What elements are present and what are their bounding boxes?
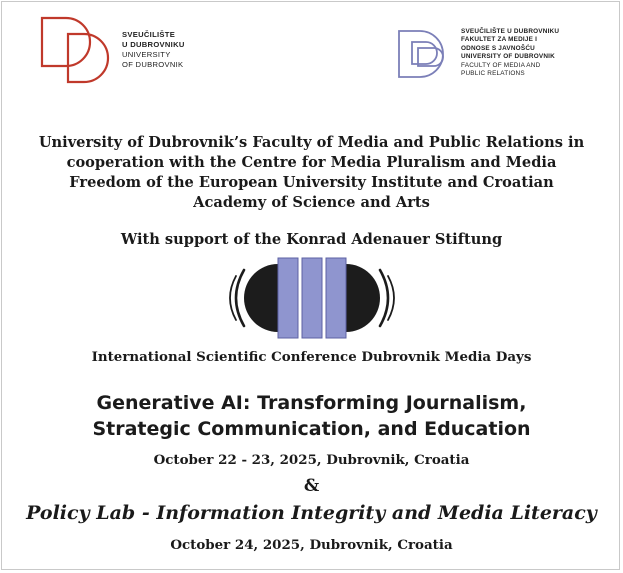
- faculty-logo-line: FACULTY OF MEDIA AND: [461, 61, 541, 69]
- university-monogram-icon: [38, 14, 110, 86]
- organizers-line: cooperation with the Centre for Media Pluralism and Media: [66, 154, 557, 171]
- faculty-logo-line: UNIVERSITY OF DUBROVNIK: [461, 53, 555, 61]
- sponsor-statement: With support of the Konrad Adenauer Stiftung: [120, 231, 503, 248]
- media-days-emblem-icon: [226, 256, 398, 344]
- university-logo-line: OF DUBROVNIK: [122, 60, 184, 69]
- conference-title-line: Strategic Communication, and Education: [92, 418, 531, 440]
- ampersand: &: [303, 476, 320, 496]
- faculty-logo-line: FAKULTET ZA MEDIJE I: [461, 36, 538, 44]
- conference-title: [0, 390, 623, 442]
- faculty-logo: [396, 28, 559, 80]
- conference-title-line: Generative AI: Transforming Journalism,: [96, 392, 527, 414]
- university-logo-line: U DUBROVNIKU: [122, 40, 185, 49]
- conference-date: October 22 - 23, 2025, Dubrovnik, Croatia: [153, 452, 470, 468]
- organizers-line: University of Dubrovnik’s Faculty of Media and Public Relations in: [38, 134, 585, 151]
- university-logo-line: SVEUČILIŠTE: [122, 30, 176, 39]
- faculty-logo-line: PUBLIC RELATIONS: [461, 70, 525, 78]
- university-logo-text: [122, 30, 185, 70]
- faculty-logo-text: [461, 28, 559, 78]
- conference-name: International Scientific Conference Dubrovnik Media Days: [91, 349, 532, 365]
- policy-lab-title: Policy Lab - Information Integrity and Media Literacy: [26, 502, 597, 524]
- university-logo-line: UNIVERSITY: [122, 50, 171, 59]
- policy-lab-date: October 24, 2025, Dubrovnik, Croatia: [170, 537, 453, 553]
- faculty-logo-line: SVEUČILIŠTE U DUBROVNIKU: [461, 28, 560, 35]
- faculty-logo-line: ODNOSE S JAVNOŠĆU: [461, 44, 535, 52]
- faculty-monogram-icon: [396, 28, 452, 80]
- organizers-line: Freedom of the European University Institute and Croatian: [69, 174, 554, 191]
- organizers-line: Academy of Science and Arts: [193, 194, 430, 211]
- university-logo: [38, 14, 185, 86]
- organizers-statement: [0, 133, 623, 213]
